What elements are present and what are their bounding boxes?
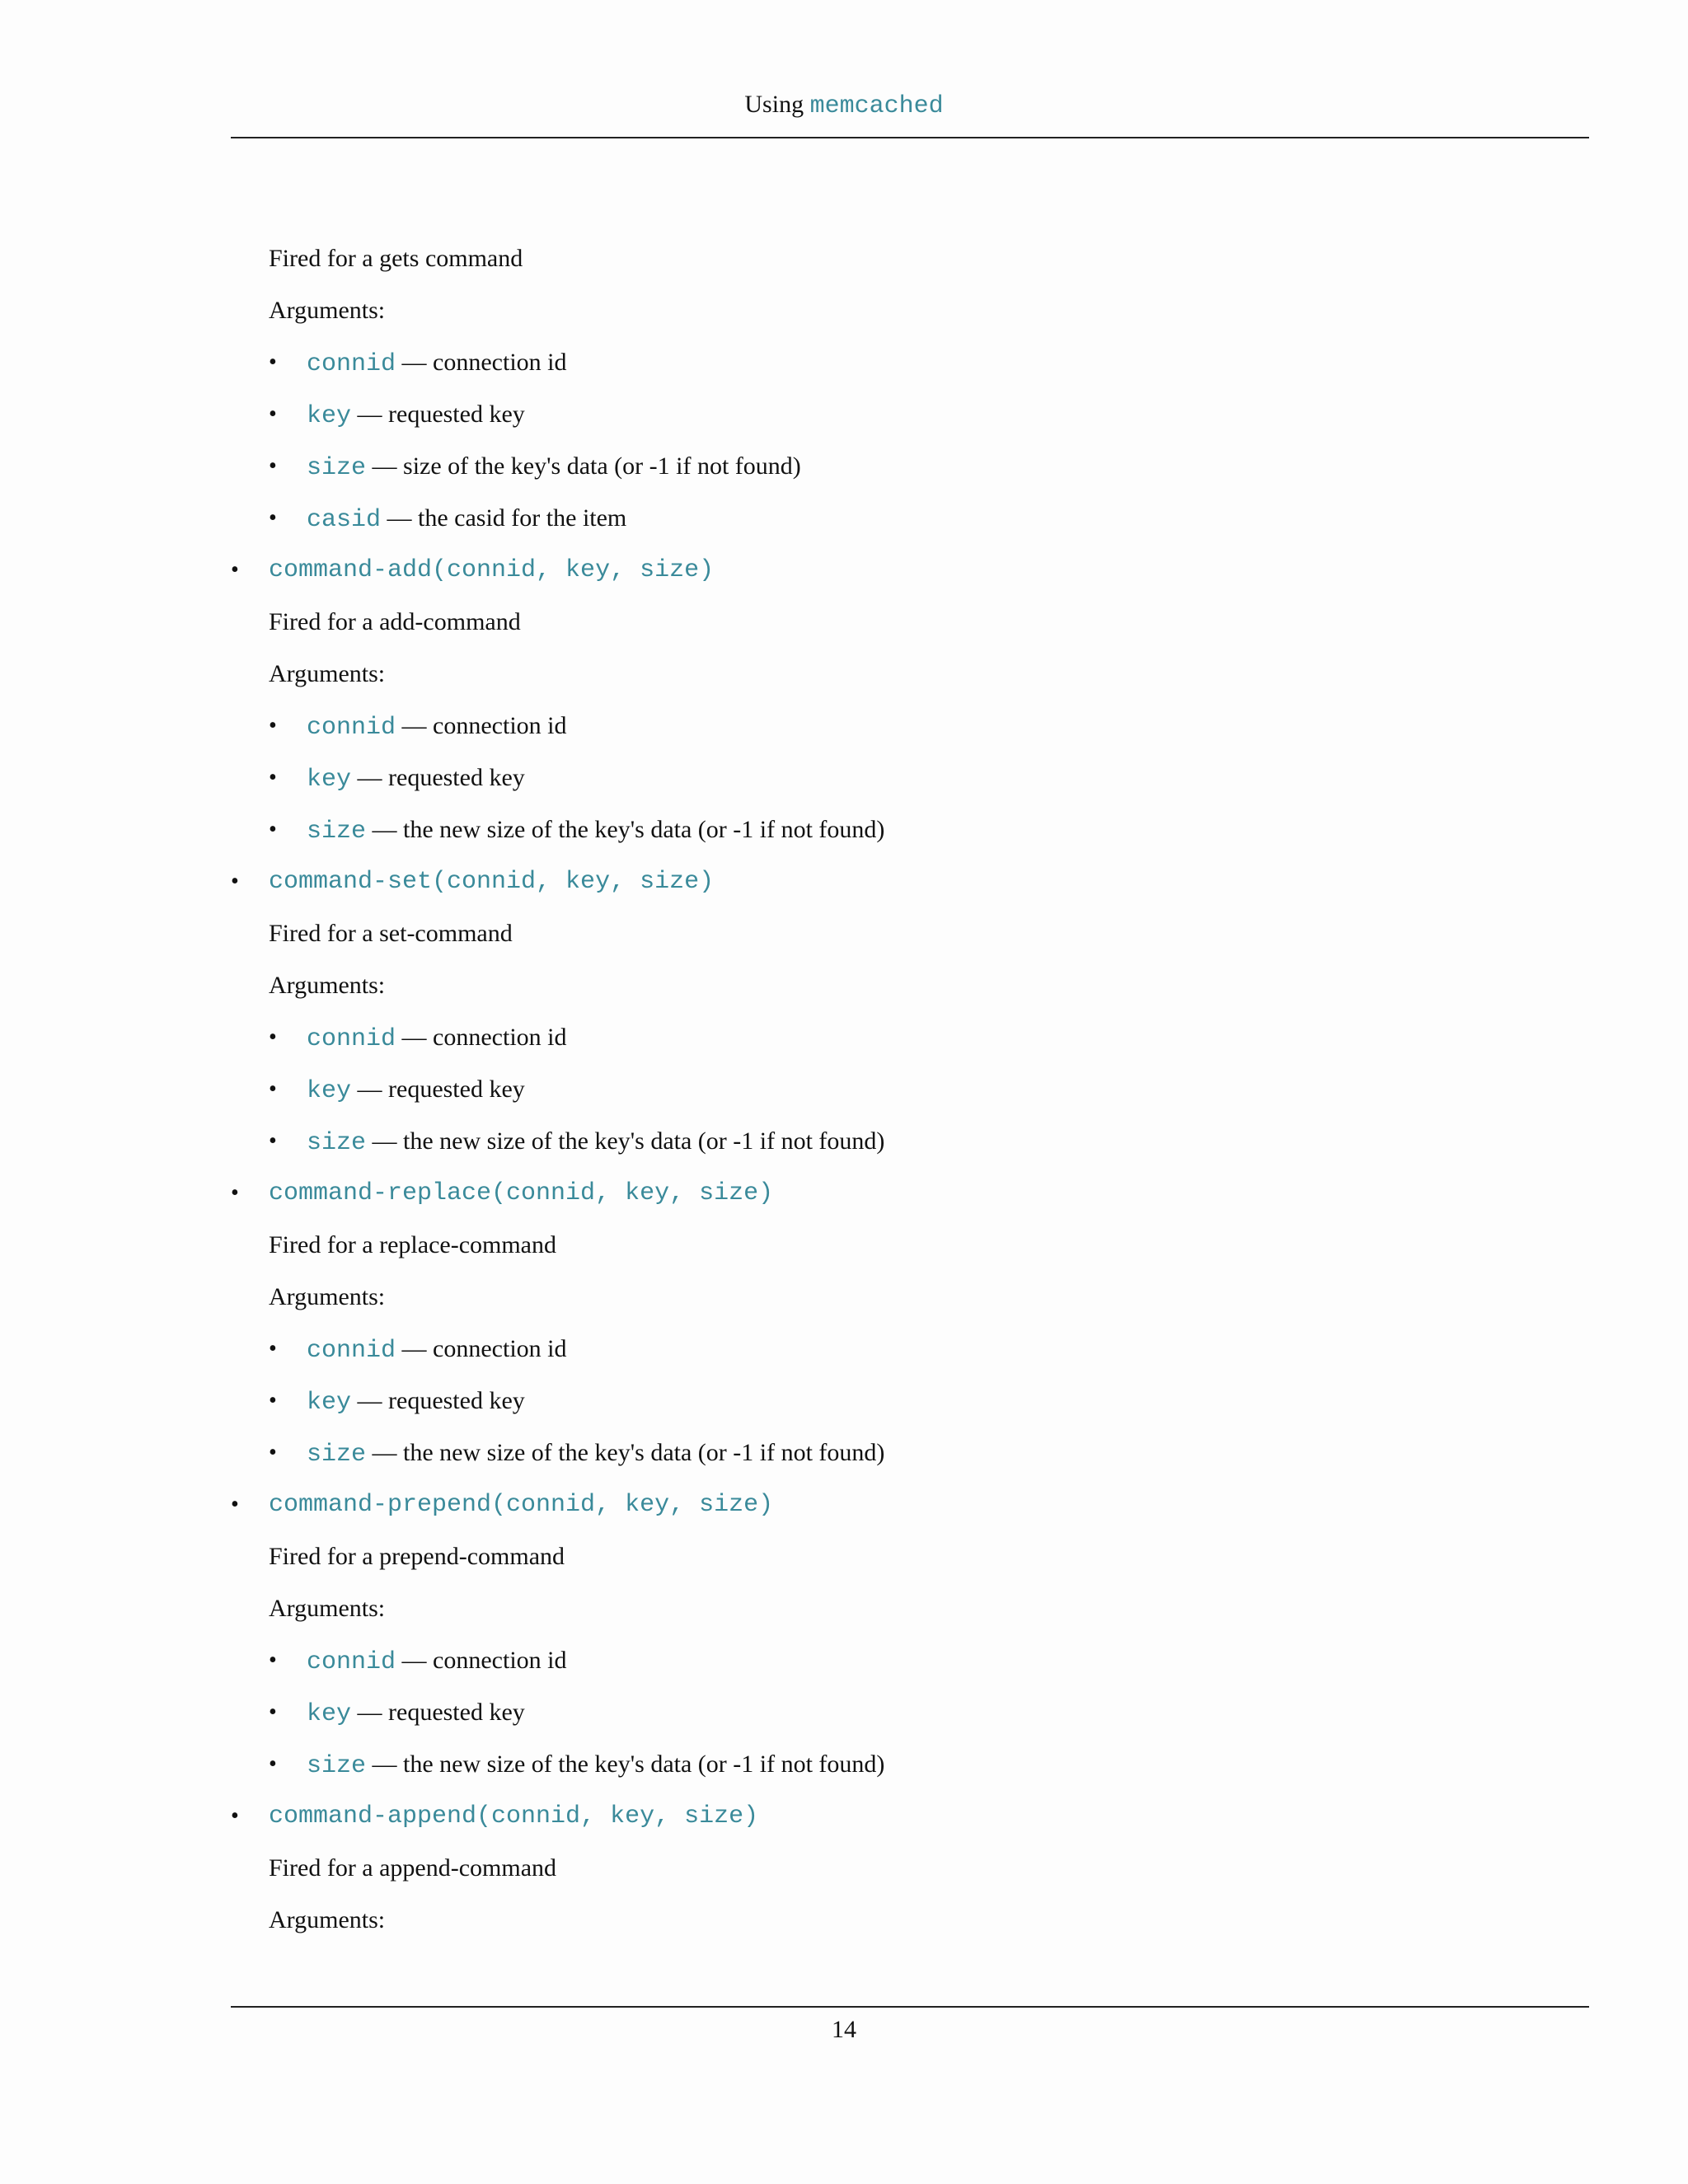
argument-name: size [307,454,367,482]
argument-item [307,1125,884,1160]
bullet: • [269,349,277,375]
argument-name: size [307,1752,367,1780]
argument-description: — connection id [401,1024,567,1051]
argument-name: size [307,1441,367,1469]
argument-item [307,1385,525,1419]
argument-description: — the casid for the item [387,504,627,532]
argument-description: — connection id [401,349,567,376]
argument-name: key [307,1700,352,1728]
bullet: • [269,401,277,427]
argument-item [307,1696,525,1731]
probe-signature: command-replace(connid, key, size) [269,1179,774,1207]
bullet: • [269,817,277,842]
bullet: • [269,505,277,531]
bullet: • [269,1647,277,1673]
argument-item [307,1436,884,1471]
header-rule [231,137,1589,138]
arguments-label: Arguments: [269,1595,386,1622]
probe-signature: command-append(connid, key, size) [269,1802,759,1830]
argument-name: key [307,766,352,794]
argument-description: — requested key [357,764,525,791]
argument-item [307,813,884,848]
arguments-label: Arguments: [269,1906,386,1933]
arguments-label: Arguments: [269,1283,386,1310]
argument-description: — requested key [357,1699,525,1726]
bullet: • [269,1388,277,1413]
argument-item [307,1748,884,1783]
argument-name: connid [307,1648,396,1676]
argument-item [307,1644,566,1679]
argument-item [307,1021,566,1056]
header-title-prefix: Using [744,91,804,118]
argument-description: — the new size of the key's data (or -1 if not found) [372,1439,885,1466]
bullet: • [231,1180,239,1206]
argument-description: — requested key [357,401,525,428]
bullet: • [269,713,277,738]
argument-item [307,502,626,537]
argument-name: connid [307,350,396,378]
page-header [0,91,1688,120]
arguments-label: Arguments: [269,660,386,687]
argument-description: — connection id [401,1647,567,1674]
argument-description: — requested key [357,1387,525,1414]
bullet: • [269,1076,277,1102]
probe-description: Fired for a gets command [269,245,523,272]
argument-item [307,710,566,744]
argument-name: key [307,1389,352,1417]
probe-signature: command-add(connid, key, size) [269,556,715,584]
bullet: • [269,1440,277,1465]
bullet: • [269,1699,277,1725]
argument-item [307,450,801,485]
probe-description: Fired for a replace-command [269,1231,556,1258]
probe-description: Fired for a append-command [269,1854,557,1882]
argument-name: key [307,1077,352,1105]
bullet: • [269,765,277,790]
bullet: • [269,1751,277,1777]
argument-name: connid [307,714,396,742]
bullet: • [231,869,239,894]
bullet: • [231,557,239,583]
arguments-label: Arguments: [269,297,386,324]
argument-item [307,1073,525,1108]
probe-description: Fired for a add-command [269,608,521,635]
argument-name: casid [307,506,382,534]
probe-signature: command-prepend(connid, key, size) [269,1491,774,1519]
bullet: • [269,1336,277,1361]
argument-name: key [307,402,352,430]
page-number: 14 [832,2016,856,2043]
argument-item [307,762,525,796]
argument-item [307,346,566,381]
probe-description: Fired for a set-command [269,920,513,947]
probe-description: Fired for a prepend-command [269,1543,565,1570]
bullet: • [231,1492,239,1517]
argument-name: connid [307,1025,396,1053]
bullet: • [269,453,277,479]
bullet: • [269,1128,277,1154]
argument-description: — the new size of the key's data (or -1 if not found) [372,1750,885,1778]
argument-description: — the new size of the key's data (or -1 if not found) [372,816,885,843]
argument-description: — connection id [401,712,567,739]
argument-item [307,1333,566,1367]
argument-item [307,398,525,433]
argument-description: — connection id [401,1335,567,1362]
argument-name: size [307,1129,367,1157]
argument-description: — requested key [357,1076,525,1103]
bullet: • [269,1024,277,1050]
footer-rule [231,2006,1589,2008]
argument-name: size [307,818,367,846]
header-title-code: memcached [809,92,944,120]
argument-name: connid [307,1337,396,1365]
argument-description: — size of the key's data (or -1 if not found) [372,452,801,480]
argument-description: — the new size of the key's data (or -1 if not found) [372,1127,885,1155]
bullet: • [231,1803,239,1829]
probe-signature: command-set(connid, key, size) [269,868,715,896]
arguments-label: Arguments: [269,972,386,999]
